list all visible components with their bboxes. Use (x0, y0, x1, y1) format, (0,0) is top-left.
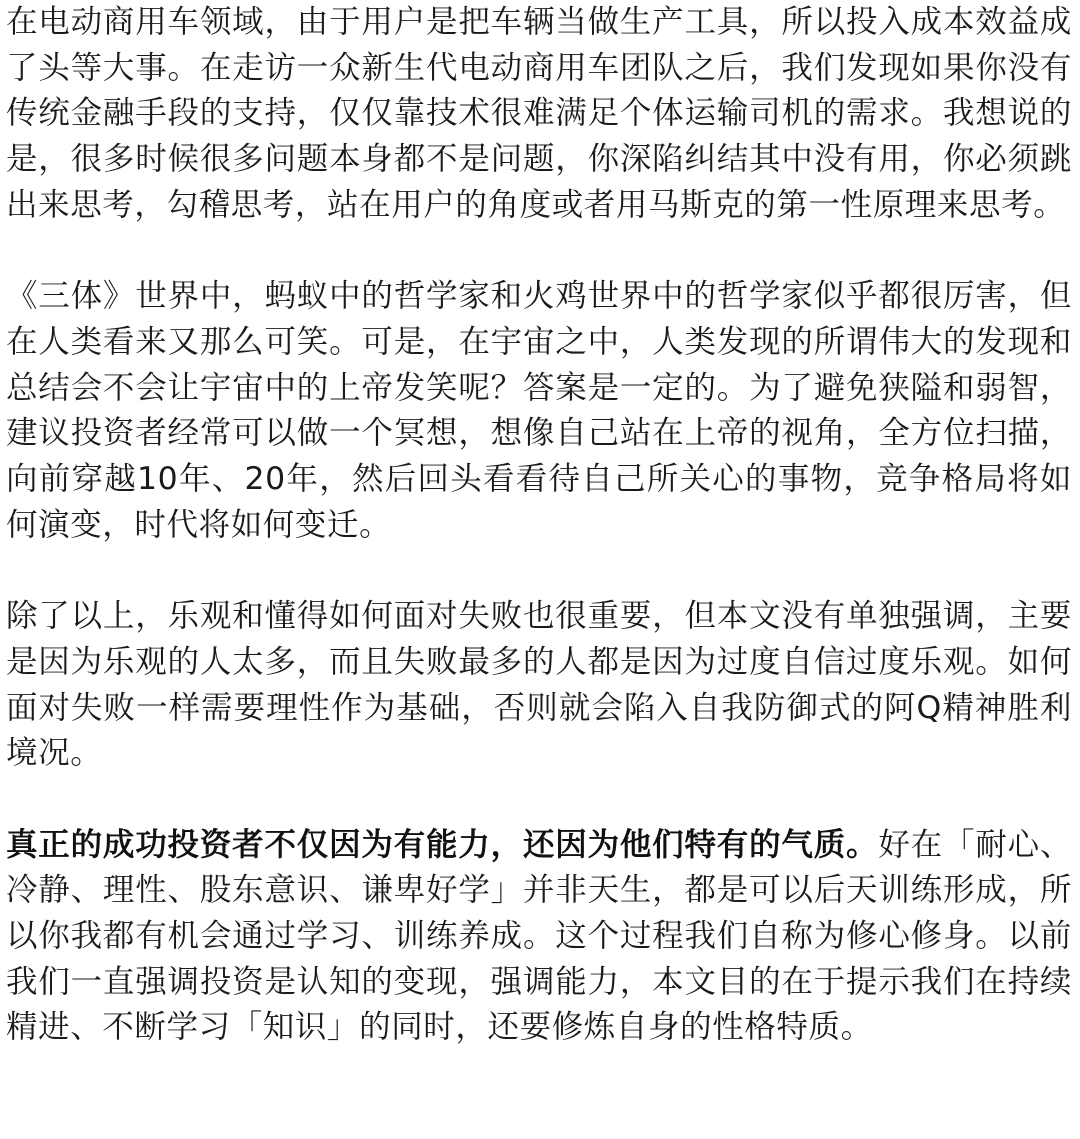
paragraph-optimism-failure: 除了以上，乐观和懂得如何面对失败也很重要，但本文没有单独强调，主要是因为乐观的人太多，而且失败最多的人都是因为过度自信过度乐观。如何面对失败一样需要理性作为基础，否则就会陷入自我防御式的阿Q精神胜利境况。 (6, 598, 1072, 772)
article-body (6, 0, 1072, 1051)
paragraph-text: 好在「耐心、冷静、理性、股东意识、谦卑好学」并非天生，都是可以后天训练形成，所以你我都有机会通过学习、训练养成。这个过程我们自称为修心修身。以前我们一直强调投资是认知的变现，强调能力，本文目的在于提示我们在持续精进、不断学习「知识」的同时，还要修炼自身的性格特质。 (6, 826, 1073, 1046)
paragraph-ev-commercial-vehicles: 在电动商用车领域，由于用户是把车辆当做生产工具，所以投入成本效益成了头等大事。在走访一众新生代电动商用车团队之后，我们发现如果你没有传统金融手段的支持，仅仅靠技术很难满足个体运输司机的需求。我想说的是，很多时候很多问题本身都不是问题，你深陷纠结其中没有用，你必须跳出来思考，勾稽思考，站在用户的角度或者用马斯克的第一性原理来思考。 (6, 4, 1072, 223)
emphasis-text: 真正的成功投资者不仅因为有能力，还因为他们特有的气质。 (6, 826, 879, 863)
paragraph-investor-temperament (6, 823, 1072, 1052)
paragraph-three-body: 《三体》世界中，蚂蚁中的哲学家和火鸡世界中的哲学家似乎都很厉害，但在人类看来又那么可笑。可是，在宇宙之中，人类发现的所谓伟大的发现和总结会不会让宇宙中的上帝发笑呢？答案是一定的。为了避免狭隘和弱智，建议投资者经常可以做一个冥想，想像自己站在上帝的视角，全方位扫描，向前穿越10年、20年，然后回头看看待自己所关心的事物，竞争格局将如何演变，时代将如何变迁。 (6, 278, 1072, 543)
